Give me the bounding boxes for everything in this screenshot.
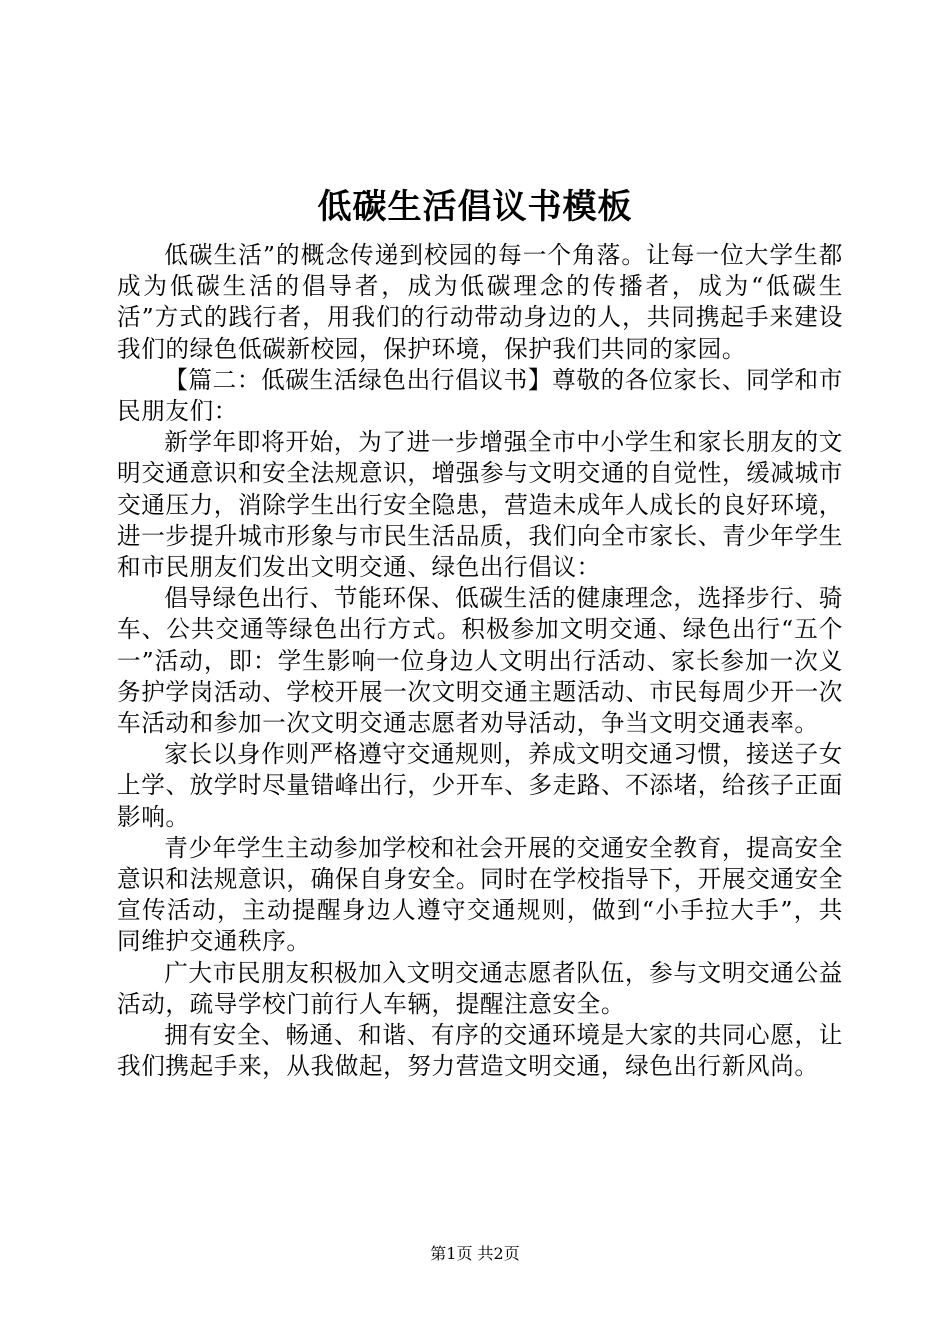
page-number-footer: 第1页 共2页 <box>430 1244 520 1263</box>
paragraph-low-carbon-campus: 低碳生活”的概念传递到校园的每一个角落。让每一位大学生都成为低碳生活的倡导者，成为低碳理念的传播者，成为“低碳生活”方式的践行者，用我们的行动带动身边的人，共同携起手来建设我们的绿色低碳新校园，保护环境，保护我们共同的家园。 <box>117 241 843 363</box>
paragraph-citizens: 广大市民朋友积极加入文明交通志愿者队伍，参与文明交通公益活动，疏导学校门前行人车辆，提醒注意安全。 <box>117 958 843 1018</box>
paragraph-green-travel: 倡导绿色出行、节能环保、低碳生活的健康理念，选择步行、骑车、公共交通等绿色出行方式。积极参加文明交通、绿色出行“五个一”活动，即：学生影响一位身边人文明出行活动、家长参加一次义务护学岗活动、学校开展一次文明交通主题活动、市民每周少开一次车活动和参加一次文明交通志愿者劝导活动，争当文明交通表率。 <box>117 584 843 738</box>
paragraph-students: 青少年学生主动参加学校和社会开展的交通安全教育，提高安全意识和法规意识，确保自身安全。同时在学校指导下，开展交通安全宣传活动，主动提醒身边人遵守交通规则，做到“小手拉大手”，共同维护交通秩序。 <box>117 833 843 956</box>
paragraph-parents: 家长以身作则严格遵守交通规则，养成文明交通习惯，接送子女上学、放学时尽量错峰出行，少开车、多走路、不添堵，给孩子正面影响。 <box>117 740 843 831</box>
document-title: 低碳生活倡议书模板 <box>317 187 633 227</box>
document-body <box>117 240 843 1082</box>
paragraph-closing: 拥有安全、畅通、和谐、有序的交通环境是大家的共同心愿，让我们携起手来，从我做起，努力营造文明交通，绿色出行新风尚。 <box>117 1021 843 1081</box>
paragraph-section-two-heading: 【篇二：低碳生活绿色出行倡议书】尊敬的各位家长、同学和市民朋友们： <box>117 365 843 426</box>
paragraph-new-school-year: 新学年即将开始，为了进一步增强全市中小学生和家长朋友的文明交通意识和安全法规意识，增强参与文明交通的自觉性，缓减城市交通压力，消除学生出行安全隐患，营造未成年人成长的良好环境，进一步提升城市形象与市民生活品质，我们向全市家长、青少年学生和市民朋友们发出文明交通、绿色出行倡议： <box>117 428 843 582</box>
